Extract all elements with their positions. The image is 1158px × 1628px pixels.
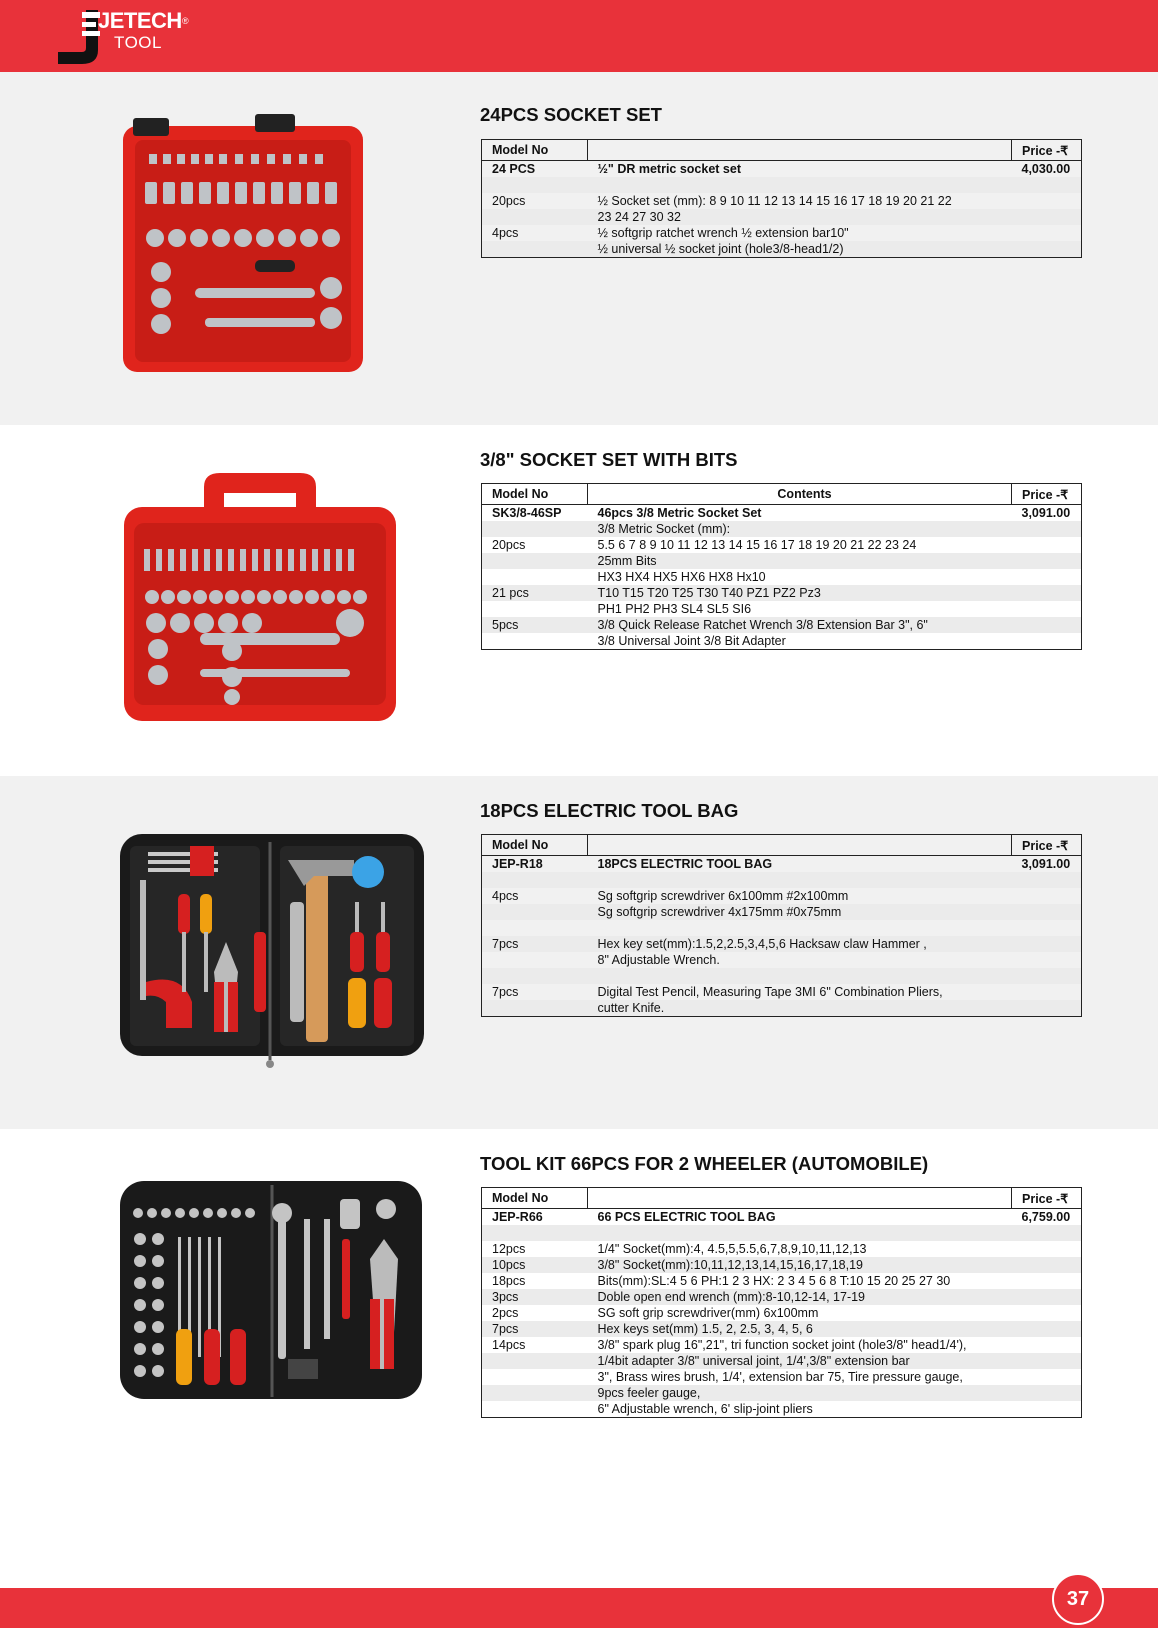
cell-price: 4,030.00: [1012, 161, 1082, 178]
header-bar: [0, 0, 1158, 72]
cell-contents: 46pcs 3/8 Metric Socket Set: [588, 505, 1012, 522]
table-header-row: [482, 140, 1082, 161]
table-row: [482, 1209, 1082, 1226]
cell-price: [1012, 553, 1082, 569]
table-row: [482, 856, 1082, 873]
cell-model: [482, 904, 588, 920]
cell-price: [1012, 920, 1082, 936]
cell-model: [482, 1000, 588, 1017]
cell-price: [1012, 1337, 1082, 1353]
column-header-model: Model No: [482, 140, 588, 161]
cell-price: 3,091.00: [1012, 505, 1082, 522]
table-row: [482, 936, 1082, 952]
cell-price: [1012, 1385, 1082, 1401]
cell-price: [1012, 537, 1082, 553]
table-row: [482, 1369, 1082, 1385]
cell-price: 3,091.00: [1012, 856, 1082, 873]
cell-model: [482, 1401, 588, 1418]
cell-price: [1012, 1401, 1082, 1418]
footer-bar: [0, 1588, 1158, 1628]
cell-contents: ½ Socket set (mm): 8 9 10 11 12 13 14 15 16 17 18 19 20 21 22: [597, 194, 952, 208]
cell-price: [1012, 1305, 1082, 1321]
table-row: [482, 1401, 1082, 1418]
table-row: [482, 585, 1082, 601]
cell-contents: Digital Test Pencil, Measuring Tape 3MI 6" Combination Pliers,: [597, 985, 943, 999]
table-row: [482, 984, 1082, 1000]
cell-model: 21 pcs: [482, 585, 588, 601]
cell-price: [1012, 521, 1082, 537]
socket-set-case-image: [115, 112, 377, 387]
cell-contents: Hex key set(mm):1.5,2,2.5,3,4,5,6 Hacksaw claw Hammer ,: [588, 936, 1012, 952]
table-row: [482, 521, 1082, 537]
cell-price: [1012, 984, 1082, 1000]
cell-price: [1012, 1225, 1082, 1241]
product-section-3: [0, 776, 1158, 1129]
table-row: [482, 241, 1082, 258]
cell-model: [482, 521, 588, 537]
product-section-4: [0, 1129, 1158, 1588]
column-header-model: Model No: [482, 1188, 588, 1209]
cell-contents: 1/4" Socket(mm):4, 4.5,5,5.5,6,7,8,9,10,11,12,13: [597, 1242, 867, 1256]
table-row: [482, 1225, 1082, 1241]
cell-contents: cutter Knife.: [588, 1000, 1012, 1017]
cell-contents: 9pcs feeler gauge,: [588, 1385, 1012, 1401]
spec-table: [481, 834, 1082, 1017]
table-header-row: [482, 835, 1082, 856]
cell-contents: 25mm Bits: [588, 553, 1012, 569]
cell-model: [482, 633, 588, 650]
brand-logo: [52, 6, 202, 66]
table-row: [482, 952, 1082, 968]
table-row: [482, 537, 1082, 553]
cell-model: 24 PCS: [482, 161, 588, 178]
table-row: [482, 920, 1082, 936]
cell-contents: [588, 1225, 1012, 1241]
cell-contents: 3", Brass wires brush, 1/4', extension bar 75, Tire pressure gauge,: [597, 1370, 963, 1384]
cell-model: JEP-R18: [482, 856, 588, 873]
electric-tool-bag-image: [118, 832, 426, 1072]
cell-price: 6,759.00: [1012, 1209, 1082, 1226]
cell-price: [1012, 633, 1082, 650]
cell-price: [1012, 225, 1082, 241]
cell-price: [1012, 585, 1082, 601]
cell-model: 3pcs: [482, 1289, 588, 1305]
table-row: [482, 872, 1082, 888]
cell-model: [482, 920, 588, 936]
logo-j-mark: [52, 6, 100, 64]
table-row: [482, 225, 1082, 241]
table-row: [482, 553, 1082, 569]
table-row: [482, 1273, 1082, 1289]
table-row: [482, 1337, 1082, 1353]
cell-model: [482, 569, 588, 585]
socket-set-bits-case-image: [120, 473, 402, 729]
cell-model: [482, 1369, 588, 1385]
table-row: [482, 601, 1082, 617]
cell-model: [482, 968, 588, 984]
cell-model: 14pcs: [482, 1337, 588, 1353]
table-row: [482, 1321, 1082, 1337]
table-row: [482, 1257, 1082, 1273]
cell-model: 20pcs: [482, 537, 588, 553]
cell-contents: [588, 872, 1012, 888]
table-header-row: [482, 1188, 1082, 1209]
table-row: [482, 209, 1082, 225]
cell-model: 5pcs: [482, 617, 588, 633]
column-header-contents: [588, 140, 1012, 161]
cell-price: [1012, 617, 1082, 633]
table-row: [482, 1353, 1082, 1369]
table-row: [482, 888, 1082, 904]
cell-price: [1012, 1353, 1082, 1369]
cell-price: [1012, 968, 1082, 984]
cell-price: [1012, 241, 1082, 258]
spec-table: [481, 1187, 1082, 1418]
cell-price: [1012, 1321, 1082, 1337]
cell-contents: Sg softgrip screwdriver 4x175mm #0x75mm: [588, 904, 1012, 920]
cell-model: [482, 209, 588, 225]
cell-contents: T10 T15 T20 T25 T30 T40 PZ1 PZ2 Pz3: [588, 585, 1012, 601]
spec-table: [481, 139, 1082, 258]
cell-model: 2pcs: [482, 1305, 588, 1321]
cell-model: JEP-R66: [482, 1209, 588, 1226]
cell-price: [1012, 601, 1082, 617]
brand-registered-mark: ®: [182, 16, 189, 26]
table-row: [482, 161, 1082, 178]
cell-model: 7pcs: [482, 1321, 588, 1337]
cell-contents: ½ universal ½ socket joint (hole3/8-head1/2): [588, 241, 1012, 258]
cell-contents: 3/8 Metric Socket (mm):: [588, 521, 1012, 537]
cell-model: SK3/8-46SP: [482, 505, 588, 522]
table-header-row: [482, 484, 1082, 505]
cell-contents: 8" Adjustable Wrench.: [597, 953, 720, 967]
cell-price: [1012, 1241, 1082, 1257]
cell-price: [1012, 209, 1082, 225]
cell-model: [482, 1353, 588, 1369]
cell-contents: 3/8" Socket(mm):10,11,12,13,14,15,16,17,18,19: [588, 1257, 1012, 1273]
product-section-2: [0, 425, 1158, 776]
table-row: [482, 1241, 1082, 1257]
column-header-model: Model No: [482, 835, 588, 856]
cell-contents: ½ softgrip ratchet wrench ½ extension bar10": [597, 226, 849, 240]
cell-price: [1012, 936, 1082, 952]
cell-contents: PH1 PH2 PH3 SL4 SL5 SI6: [597, 602, 752, 616]
cell-contents: Doble open end wrench (mm):8-10,12-14, 17-19: [588, 1289, 1012, 1305]
column-header-price: Price -₹: [1012, 835, 1082, 856]
cell-contents: ½" DR metric socket set: [588, 161, 1012, 178]
cell-contents: 1/4bit adapter 3/8" universal joint, 1/4',3/8" extension bar: [588, 1353, 1012, 1369]
cell-model: [482, 1385, 588, 1401]
product-section-1: [0, 72, 1158, 425]
cell-model: 18pcs: [482, 1273, 588, 1289]
section-title: 18PCS ELECTRIC TOOL BAG: [480, 800, 739, 821]
cell-price: [1012, 193, 1082, 209]
spec-table: [481, 483, 1082, 650]
cell-price: [1012, 872, 1082, 888]
table-row: [482, 633, 1082, 650]
table-row: [482, 1289, 1082, 1305]
column-header-contents: [588, 1188, 1012, 1209]
cell-model: 7pcs: [482, 936, 588, 952]
section-title: 3/8" SOCKET SET WITH BITS: [480, 449, 738, 470]
cell-contents: 6" Adjustable wrench, 6' slip-joint pliers: [588, 1401, 1012, 1418]
column-header-contents: Contents: [588, 484, 1012, 505]
cell-model: 4pcs: [482, 225, 588, 241]
cell-model: 12pcs: [482, 1241, 588, 1257]
cell-contents: 18PCS ELECTRIC TOOL BAG: [588, 856, 1012, 873]
cell-model: [482, 872, 588, 888]
table-row: [482, 968, 1082, 984]
cell-model: 4pcs: [482, 888, 588, 904]
cell-price: [1012, 1273, 1082, 1289]
cell-price: [1012, 569, 1082, 585]
two-wheeler-tool-kit-image: [118, 1179, 424, 1405]
section-title: 24PCS SOCKET SET: [480, 104, 662, 125]
table-row: [482, 617, 1082, 633]
table-row: [482, 1305, 1082, 1321]
column-header-price: Price -₹: [1012, 140, 1082, 161]
cell-price: [1012, 888, 1082, 904]
cell-model: 7pcs: [482, 984, 588, 1000]
table-row: [482, 505, 1082, 522]
cell-model: [482, 241, 588, 258]
cell-price: [1012, 1000, 1082, 1017]
table-row: [482, 193, 1082, 209]
cell-contents: [588, 968, 1012, 984]
cell-model: 20pcs: [482, 193, 588, 209]
cell-price: [1012, 177, 1082, 193]
cell-contents: 5.5 6 7 8 9 10 11 12 13 14 15 16 17 18 19 20 21 22 23 24: [597, 538, 917, 552]
cell-model: [482, 177, 588, 193]
cell-contents: Bits(mm):SL:4 5 6 PH:1 2 3 HX: 2 3 4 5 6 8 T:10 15 20 25 27 30: [597, 1274, 951, 1288]
column-header-price: Price -₹: [1012, 1188, 1082, 1209]
brand-name: JETECH: [98, 8, 182, 33]
page-number-badge: 37: [1052, 1573, 1104, 1625]
section-title: TOOL KIT 66PCS FOR 2 WHEELER (AUTOMOBILE): [480, 1153, 929, 1174]
table-row: [482, 1000, 1082, 1017]
cell-contents: Sg softgrip screwdriver 6x100mm #2x100mm: [597, 889, 849, 903]
column-header-model: Model No: [482, 484, 588, 505]
cell-contents: 3/8" spark plug 16",21", tri function socket joint (hole3/8" head1/4'),: [597, 1338, 967, 1352]
cell-contents: HX3 HX4 HX5 HX6 HX8 Hx10: [597, 570, 766, 584]
cell-model: [482, 952, 588, 968]
cell-contents: 66 PCS ELECTRIC TOOL BAG: [588, 1209, 1012, 1226]
cell-contents: 3/8 Universal Joint 3/8 Bit Adapter: [588, 633, 1012, 650]
cell-contents: 23 24 27 30 32: [588, 209, 1012, 225]
table-row: [482, 177, 1082, 193]
cell-price: [1012, 904, 1082, 920]
cell-price: [1012, 1257, 1082, 1273]
cell-contents: [588, 920, 1012, 936]
cell-contents: 3/8 Quick Release Ratchet Wrench 3/8 Extension Bar 3", 6": [588, 617, 1012, 633]
column-header-price: Price -₹: [1012, 484, 1082, 505]
column-header-contents: [588, 835, 1012, 856]
cell-contents: SG soft grip screwdriver(mm) 6x100mm: [597, 1306, 819, 1320]
brand-sub: TOOL: [114, 33, 162, 52]
cell-price: [1012, 1289, 1082, 1305]
table-row: [482, 904, 1082, 920]
cell-model: [482, 601, 588, 617]
cell-model: [482, 1225, 588, 1241]
table-row: [482, 1385, 1082, 1401]
cell-contents: [588, 177, 1012, 193]
cell-contents: Hex keys set(mm) 1.5, 2, 2.5, 3, 4, 5, 6: [588, 1321, 1012, 1337]
cell-price: [1012, 1369, 1082, 1385]
cell-price: [1012, 952, 1082, 968]
cell-model: 10pcs: [482, 1257, 588, 1273]
cell-model: [482, 553, 588, 569]
table-row: [482, 569, 1082, 585]
